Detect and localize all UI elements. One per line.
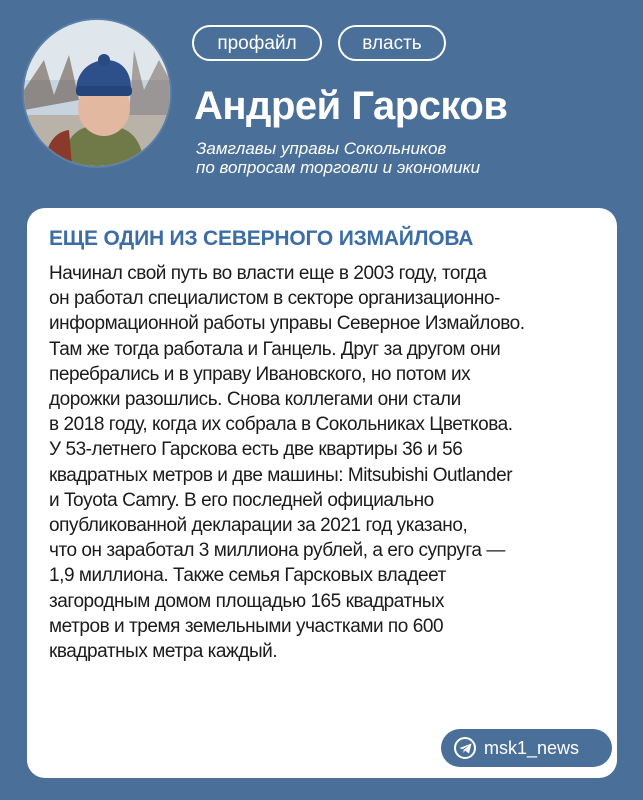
channel-link-button[interactable] [441,729,612,767]
text-line: 1,9 миллиона. Также семья Гарсковых владеет [49,565,446,587]
info-card [27,208,617,778]
tag-profile[interactable] [192,25,322,61]
text-line: опубликованной декларации за 2021 год указано, [49,515,468,537]
tag-profile-label: профайл [217,33,297,54]
tag-power-label: власть [362,33,422,54]
text-line: дорожки разошлись. Снова коллегами они стали [49,389,461,411]
text-line: Начинал свой путь во власти еще в 2003 году, тогда [49,263,487,284]
text-line: квадратных метра каждый. [49,641,278,663]
position-line: Замглавы управы Сокольников [196,139,447,158]
text-line: он работал специалистом в секторе организационно- [49,288,500,310]
channel-name: msk1_news [484,738,580,758]
text-line: метров и тремя земельными участками по 600 [49,615,444,637]
text-line: загородным домом площадью 165 квадратных [49,590,445,612]
text-line: квадратных метров и две машины: Mitsubishi Outlander [49,464,513,486]
text-line: в 2018 году, когда их собрала в Сокольниках Цветкова. [49,414,513,436]
person-position [196,139,480,177]
text-line: и Toyota Camry. В его последней официально [49,489,434,511]
position-line: по вопросам торговли и экономики [196,158,481,177]
text-line: У 53-летнего Гарскова есть две квартиры 36 и 56 [49,439,463,461]
tag-power[interactable] [338,25,446,61]
card-heading: ЕЩЕ ОДИН ИЗ СЕВЕРНОГО ИЗМАЙЛОВА [49,227,474,250]
text-line: информационной работы управы Северное Измайлово. [49,313,525,335]
portrait-image [24,20,170,166]
avatar-photo [22,18,172,168]
card-text [49,261,604,664]
text-line: что он заработал 3 миллиона рублей, а его супруга — [49,540,505,562]
text-line: перебрались и в управу Ивановского, но потом их [49,363,471,385]
text-line: Там же тогда работала и Ганцель. Друг за другом они [49,338,501,360]
person-name: Андрей Гарсков [194,84,508,128]
telegram-icon [454,737,476,759]
